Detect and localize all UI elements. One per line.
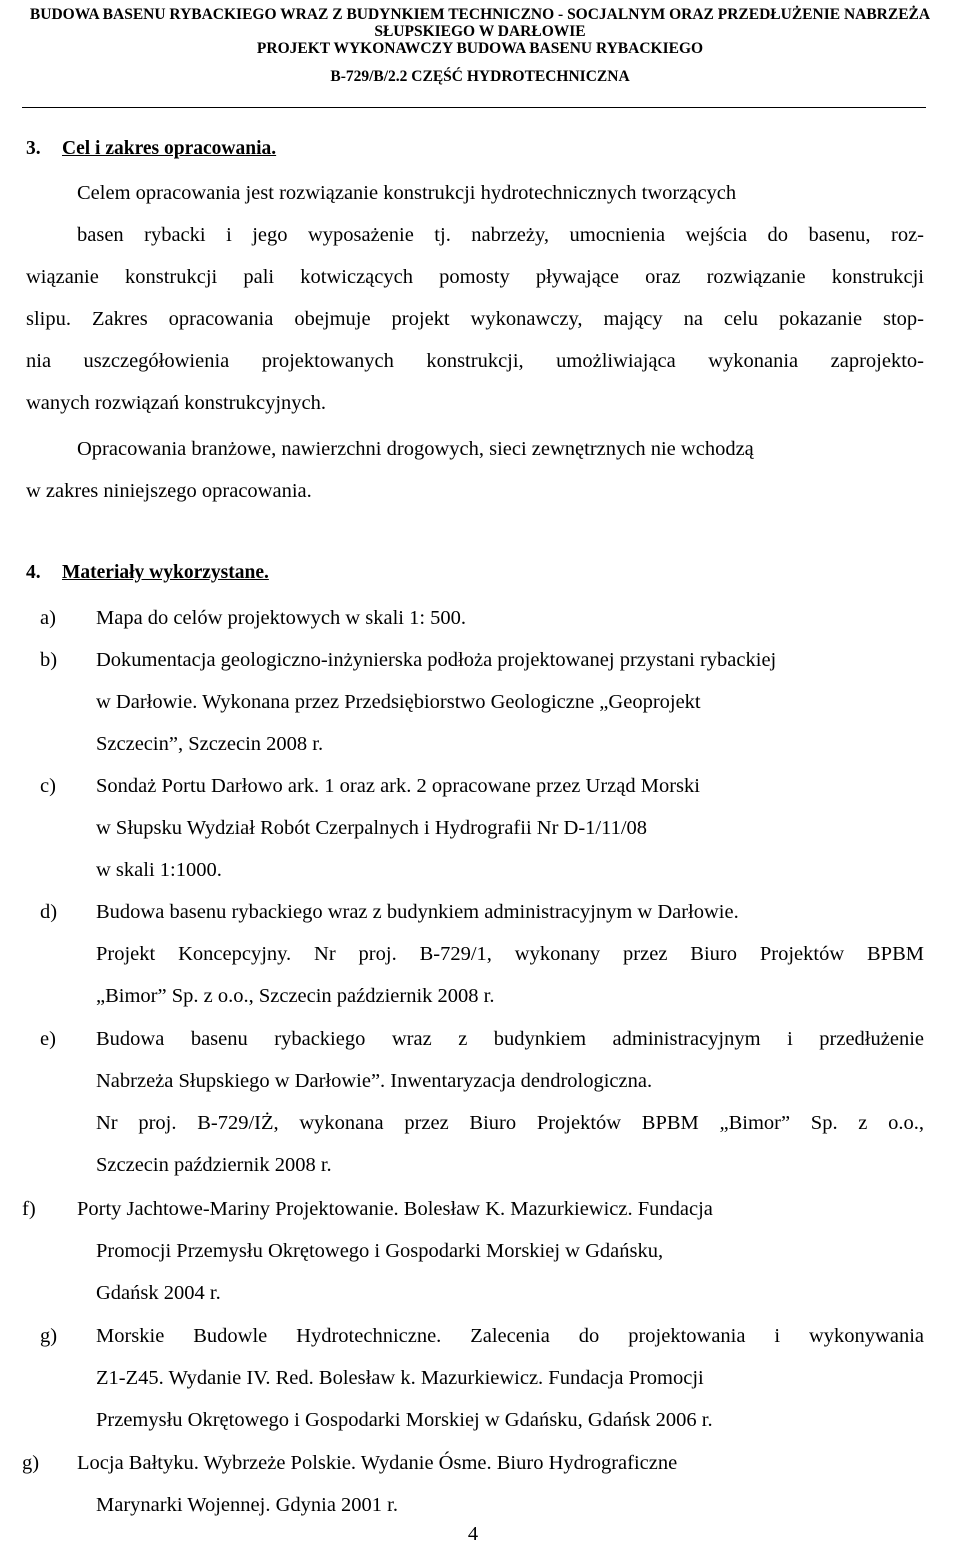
item-line: Nabrzeża Słupskiego w Darłowie”. Inwentaryzacja dendrologiczna. <box>96 1070 653 1092</box>
item-marker: e) <box>40 1028 56 1050</box>
paragraph-line: wiązanie konstrukcji pali kotwiczących pomosty pływające oraz rozwiązanie konstrukcji <box>26 266 924 288</box>
item-text <box>77 1442 924 1526</box>
section-3-paragraph-2-cont <box>26 470 924 512</box>
paragraph-line: nia uszczegółowienia projektowanych konstrukcji, umożliwiająca wykonania zaprojekto- <box>26 350 924 372</box>
item-text <box>96 1018 924 1186</box>
item-line: „Bimor” Sp. z o.o., Szczecin październik 2008 r. <box>96 985 495 1007</box>
paragraph-line: Celem opracowania jest rozwiązanie konstrukcji hydrotechnicznych tworzących <box>77 182 737 204</box>
item-marker: g) <box>22 1452 40 1474</box>
header-rule <box>22 107 926 108</box>
paragraph-line: basen rybacki i jego wyposażenie tj. nabrzeży, umocnienia wejścia do basenu, roz- <box>77 224 924 246</box>
section-4-number: 4. <box>26 562 41 583</box>
section-3-paragraph-1 <box>77 172 924 214</box>
item-line: w Słupsku Wydział Robót Czerpalnych i Hydrografii Nr D-1/11/08 <box>96 817 648 839</box>
item-line: Szczecin październik 2008 r. <box>96 1154 332 1176</box>
header-line-1: BUDOWA BASENU RYBACKIEGO WRAZ Z BUDYNKIEM TECHNICZNO - SOCJALNYM ORAZ PRZEDŁUŻENIE NABRZEŻA <box>29 6 931 23</box>
section-3-number: 3. <box>26 138 41 159</box>
section-4-heading <box>26 562 269 584</box>
item-line: Morskie Budowle Hydrotechniczne. Zalecenia do projektowania i wykonywania <box>96 1325 924 1347</box>
item-line: Locja Bałtyku. Wybrzeże Polskie. Wydanie Ósme. Biuro Hydrograficzne <box>77 1452 678 1474</box>
item-line: Szczecin”, Szczecin 2008 r. <box>96 733 324 755</box>
item-line: Z1-Z45. Wydanie IV. Red. Bolesław k. Mazurkiewicz. Fundacja Promocji <box>96 1367 704 1389</box>
section-3-title: Cel i zakres opracowania. <box>62 138 277 159</box>
item-text <box>96 765 924 891</box>
paragraph-line: Opracowania branżowe, nawierzchni drogowych, sieci zewnętrznych nie wchodzą <box>77 438 754 460</box>
item-line: w Darłowie. Wykonana przez Przedsiębiorstwo Geologiczne „Geoprojekt <box>96 691 701 713</box>
item-text <box>96 1315 924 1441</box>
item-line: Dokumentacja geologiczno-inżynierska podłoża projektowanej przystani rybackiej <box>96 649 777 671</box>
paragraph-line: wanych rozwiązań konstrukcyjnych. <box>26 392 326 414</box>
item-marker: d) <box>40 901 58 923</box>
item-line: Przemysłu Okrętowego i Gospodarki Morskiej w Gdańsku, Gdańsk 2006 r. <box>96 1409 713 1431</box>
item-line: Projekt Koncepcyjny. Nr proj. B-729/1, wykonany przez Biuro Projektów BPBM <box>96 943 924 965</box>
item-marker: g) <box>40 1325 58 1347</box>
item-line: Sondaż Portu Darłowo ark. 1 oraz ark. 2 opracowane przez Urząd Morski <box>96 775 700 797</box>
header-line-4: B-729/B/2.2 CZĘŚĆ HYDROTECHNICZNA <box>330 68 630 85</box>
item-text <box>96 891 924 1017</box>
section-3-paragraph-1-block <box>26 256 924 424</box>
section-3-paragraph-2 <box>77 428 924 470</box>
item-line: Budowa basenu rybackiego wraz z budynkiem administracyjnym i przedłużenie <box>96 1028 924 1050</box>
item-text <box>96 639 924 765</box>
header-line-3: PROJEKT WYKONAWCZY BUDOWA BASENU RYBACKIEGO <box>256 40 704 57</box>
page-number: 4 <box>467 1523 479 1545</box>
item-line: Porty Jachtowe-Mariny Projektowanie. Bolesław K. Mazurkiewicz. Fundacja <box>77 1198 713 1220</box>
item-marker: f) <box>22 1198 36 1220</box>
paragraph-line: w zakres niniejszego opracowania. <box>26 480 312 502</box>
section-3-paragraph-1-cont <box>77 214 924 256</box>
item-line: Mapa do celów projektowych w skali 1: 500. <box>96 607 467 629</box>
item-line: w skali 1:1000. <box>96 859 222 881</box>
header-line-2: SŁUPSKIEGO W DARŁOWIE <box>374 23 586 40</box>
item-line: Marynarki Wojennej. Gdynia 2001 r. <box>96 1494 398 1516</box>
section-4-title: Materiały wykorzystane. <box>62 562 269 583</box>
item-line: Budowa basenu rybackiego wraz z budynkiem administracyjnym w Darłowie. <box>96 901 739 923</box>
item-text <box>77 1188 924 1314</box>
section-3-heading <box>26 138 276 160</box>
item-line: Promocji Przemysłu Okrętowego i Gospodarki Morskiej w Gdańsku, <box>96 1240 664 1262</box>
item-marker: a) <box>40 607 56 629</box>
paragraph-line: slipu. Zakres opracowania obejmuje projekt wykonawczy, mający na celu pokazanie stop- <box>26 308 924 330</box>
item-marker: b) <box>40 649 58 671</box>
item-marker: c) <box>40 775 56 797</box>
item-line: Gdańsk 2004 r. <box>96 1282 221 1304</box>
item-text <box>96 597 924 639</box>
item-line: Nr proj. B-729/IŻ, wykonana przez Biuro Projektów BPBM „Bimor” Sp. z o.o., <box>96 1112 924 1134</box>
